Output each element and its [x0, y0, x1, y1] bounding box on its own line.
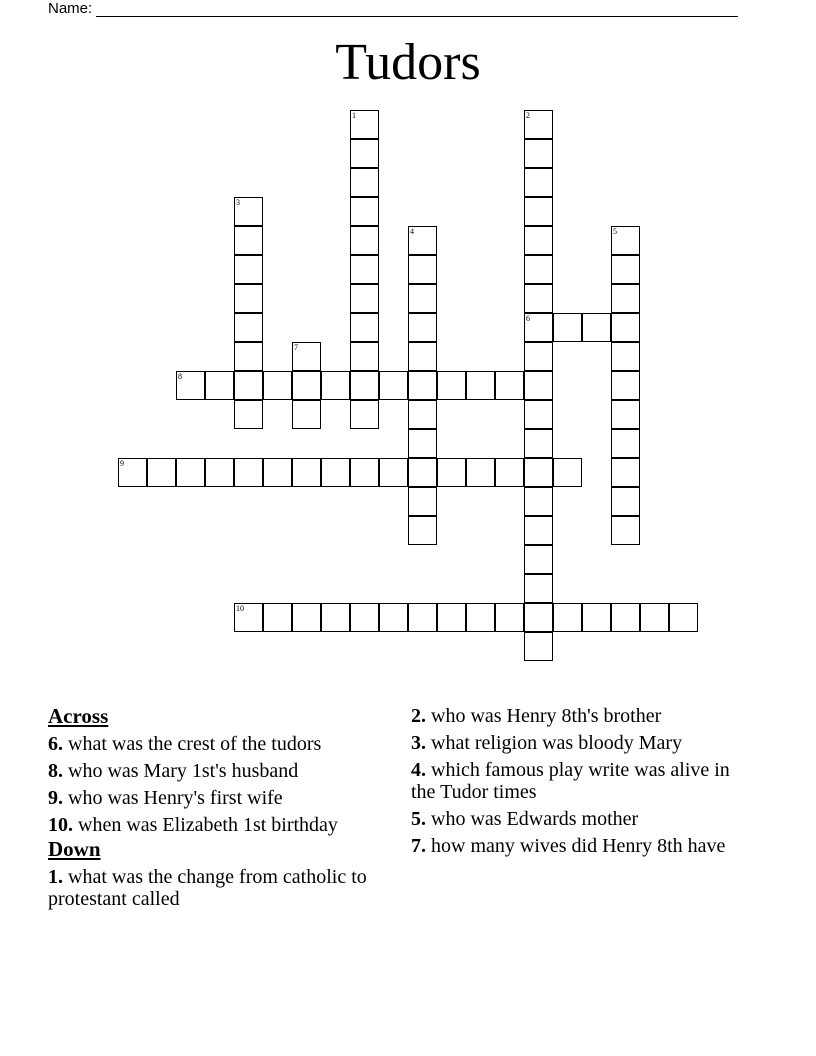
crossword-cell[interactable] [205, 458, 234, 487]
cell-number: 6 [526, 314, 530, 323]
crossword-cell[interactable] [234, 255, 263, 284]
crossword-cell[interactable] [234, 197, 263, 226]
crossword-cell[interactable] [524, 603, 553, 632]
crossword-cell[interactable] [350, 197, 379, 226]
crossword-cell[interactable] [408, 516, 437, 545]
cell-number: 9 [120, 459, 124, 468]
crossword-cell[interactable] [524, 168, 553, 197]
crossword-cell[interactable] [321, 371, 350, 400]
crossword-cell[interactable] [408, 429, 437, 458]
cell-number: 3 [236, 198, 240, 207]
crossword-cell[interactable] [408, 400, 437, 429]
crossword-cell[interactable] [408, 284, 437, 313]
crossword-cell[interactable] [611, 603, 640, 632]
crossword-cell[interactable] [147, 458, 176, 487]
crossword-cell[interactable] [553, 313, 582, 342]
cell-number: 8 [178, 372, 182, 381]
cell-number: 4 [410, 227, 414, 236]
clue-number: 6. [48, 733, 63, 755]
crossword-cell[interactable] [350, 110, 379, 139]
clue-text: what was the crest of the tudors [68, 733, 322, 755]
crossword-cell[interactable] [437, 371, 466, 400]
crossword-cell[interactable] [321, 458, 350, 487]
clue-down-5 [411, 808, 751, 830]
clue-text: who was Henry 8th's brother [431, 705, 662, 727]
crossword-cell[interactable] [524, 255, 553, 284]
crossword-cell[interactable] [408, 342, 437, 371]
clue-number: 4. [411, 759, 426, 781]
crossword-cell[interactable] [118, 458, 147, 487]
crossword-cell[interactable] [611, 487, 640, 516]
clue-number: 8. [48, 760, 63, 782]
across-heading: Across [48, 704, 109, 728]
crossword-cell[interactable] [466, 458, 495, 487]
clue-across-10 [48, 814, 388, 836]
crossword-cell[interactable] [350, 313, 379, 342]
clue-down-4 [411, 759, 751, 803]
clue-text: which famous play write was alive in the Tudor times [411, 759, 730, 803]
clues-column-left [48, 705, 388, 910]
crossword-cell[interactable] [350, 284, 379, 313]
crossword-cell[interactable] [553, 603, 582, 632]
crossword-cell[interactable] [234, 400, 263, 429]
crossword-cell[interactable] [524, 632, 553, 661]
crossword-cell[interactable] [524, 429, 553, 458]
crossword-cell[interactable] [408, 255, 437, 284]
crossword-cell[interactable] [524, 545, 553, 574]
crossword-cell[interactable] [176, 458, 205, 487]
crossword-cell[interactable] [611, 342, 640, 371]
crossword-cell[interactable] [524, 487, 553, 516]
crossword-cell[interactable] [437, 458, 466, 487]
crossword-cell[interactable] [524, 371, 553, 400]
crossword-cell[interactable] [524, 197, 553, 226]
clue-number: 9. [48, 787, 63, 809]
crossword-cell[interactable] [234, 458, 263, 487]
crossword-cell[interactable] [611, 313, 640, 342]
clue-down-7 [411, 835, 751, 857]
crossword-cell[interactable] [350, 342, 379, 371]
clue-number: 2. [411, 705, 426, 727]
crossword-cell[interactable] [263, 603, 292, 632]
crossword-cell[interactable] [524, 342, 553, 371]
clue-text: who was Henry's first wife [68, 787, 283, 809]
crossword-cell[interactable] [495, 371, 524, 400]
crossword-cell[interactable] [611, 516, 640, 545]
crossword-cell[interactable] [350, 139, 379, 168]
down-heading: Down [48, 837, 101, 861]
crossword-cell[interactable] [524, 458, 553, 487]
clue-text: what was the change from catholic to protestant called [48, 866, 367, 910]
crossword-cell[interactable] [524, 574, 553, 603]
clue-number: 7. [411, 835, 426, 857]
crossword-cell[interactable] [350, 168, 379, 197]
crossword-cell[interactable] [524, 226, 553, 255]
crossword-cell[interactable] [292, 603, 321, 632]
clue-text: how many wives did Henry 8th have [431, 835, 726, 857]
clue-number: 1. [48, 866, 63, 888]
name-label: Name: [48, 0, 93, 17]
crossword-cell[interactable] [466, 371, 495, 400]
crossword-cell[interactable] [350, 371, 379, 400]
crossword-cell[interactable] [408, 226, 437, 255]
crossword-cell[interactable] [292, 458, 321, 487]
clue-text: what religion was bloody Mary [431, 732, 683, 754]
crossword-cell[interactable] [234, 313, 263, 342]
crossword-cell[interactable] [379, 458, 408, 487]
clue-text: who was Mary 1st's husband [68, 760, 299, 782]
crossword-cell[interactable] [495, 603, 524, 632]
clue-text: when was Elizabeth 1st birthday [78, 814, 338, 836]
cell-number: 1 [352, 111, 356, 120]
crossword-cell[interactable] [234, 371, 263, 400]
clue-across-6 [48, 733, 388, 755]
crossword-cell[interactable] [495, 458, 524, 487]
crossword-cell[interactable] [582, 603, 611, 632]
clue-across-8 [48, 760, 388, 782]
crossword-cell[interactable] [524, 516, 553, 545]
crossword-cell[interactable] [611, 284, 640, 313]
crossword-cell[interactable] [234, 284, 263, 313]
crossword-cell[interactable] [466, 603, 495, 632]
crossword-cell[interactable] [408, 371, 437, 400]
clue-down-2 [411, 705, 751, 727]
crossword-cell[interactable] [350, 255, 379, 284]
crossword-cell[interactable] [524, 400, 553, 429]
crossword-cell[interactable] [524, 313, 553, 342]
clue-across-9 [48, 787, 388, 809]
crossword-cell[interactable] [408, 458, 437, 487]
crossword-cell[interactable] [292, 400, 321, 429]
cell-number: 5 [613, 227, 617, 236]
crossword-cell[interactable] [234, 226, 263, 255]
cell-number: 7 [294, 343, 298, 352]
crossword-cell[interactable] [611, 255, 640, 284]
crossword-cell[interactable] [524, 284, 553, 313]
crossword-cell[interactable] [350, 226, 379, 255]
crossword-cell[interactable] [553, 458, 582, 487]
crossword-cell[interactable] [176, 371, 205, 400]
crossword-cell[interactable] [611, 226, 640, 255]
crossword-cell[interactable] [263, 371, 292, 400]
crossword-cell[interactable] [524, 139, 553, 168]
crossword-cell[interactable] [524, 110, 553, 139]
crossword-cell[interactable] [437, 603, 466, 632]
clue-down-1 [48, 866, 388, 910]
crossword-cell[interactable] [350, 603, 379, 632]
crossword-cell[interactable] [611, 400, 640, 429]
cell-number: 10 [236, 604, 244, 613]
crossword-cell[interactable] [640, 603, 669, 632]
puzzle-title: Tudors [335, 34, 481, 91]
clue-down-3 [411, 732, 751, 754]
crossword-cell[interactable] [408, 487, 437, 516]
crossword-cell[interactable] [408, 313, 437, 342]
crossword-cell[interactable] [234, 342, 263, 371]
crossword-cell[interactable] [292, 342, 321, 371]
crossword-cell[interactable] [582, 313, 611, 342]
crossword-cell[interactable] [292, 371, 321, 400]
crossword-cell[interactable] [611, 371, 640, 400]
cell-number: 2 [526, 111, 530, 120]
crossword-cell[interactable] [379, 371, 408, 400]
clue-number: 3. [411, 732, 426, 754]
crossword-cell[interactable] [263, 458, 292, 487]
crossword-cell[interactable] [611, 458, 640, 487]
clue-number: 5. [411, 808, 426, 830]
clues-column-right [411, 705, 751, 857]
crossword-cell[interactable] [321, 603, 350, 632]
clue-text: who was Edwards mother [431, 808, 639, 830]
crossword-cell[interactable] [205, 371, 234, 400]
crossword-cell[interactable] [350, 400, 379, 429]
crossword-cell[interactable] [408, 603, 437, 632]
crossword-cell[interactable] [350, 458, 379, 487]
crossword-cell[interactable] [669, 603, 698, 632]
clue-number: 10. [48, 814, 73, 836]
crossword-cell[interactable] [234, 603, 263, 632]
crossword-cell[interactable] [379, 603, 408, 632]
crossword-cell[interactable] [611, 429, 640, 458]
